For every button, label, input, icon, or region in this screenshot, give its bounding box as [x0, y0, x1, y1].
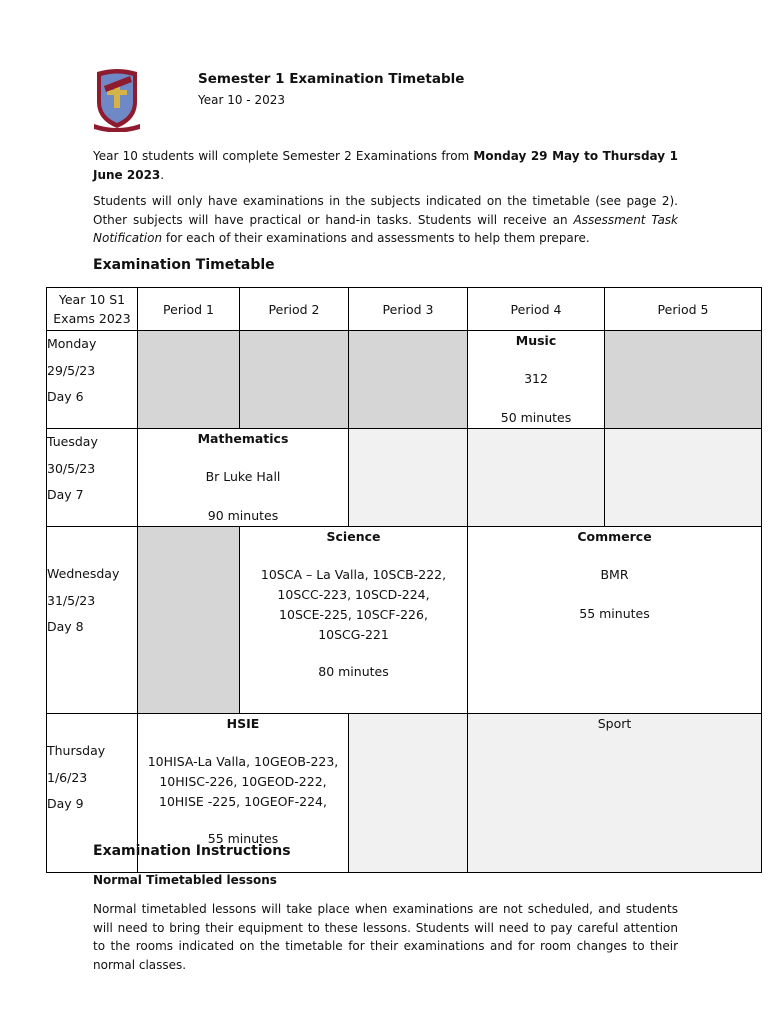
- school-crest-icon: [92, 66, 142, 132]
- period-header: Period 3: [349, 288, 468, 331]
- unscheduled-cell: [349, 331, 468, 429]
- timetable-header-row: [47, 288, 762, 331]
- day-cycle: Day 9: [47, 796, 84, 811]
- exam-subject: Science: [326, 529, 381, 544]
- exam-cell-mathematics: [138, 429, 349, 527]
- exam-duration: 80 minutes: [318, 664, 389, 679]
- day-name: Thursday: [47, 743, 106, 758]
- spacer: [468, 350, 604, 369]
- exam-room: 10SCC-223, 10SCD-224,: [277, 587, 430, 602]
- day-cycle: Day 7: [47, 487, 84, 502]
- exam-duration: 55 minutes: [579, 606, 650, 621]
- day-date: 29/5/23: [47, 362, 96, 378]
- timetable-corner-cell: [47, 288, 138, 331]
- day-cell: [47, 429, 138, 527]
- exam-duration: 90 minutes: [207, 508, 279, 523]
- day-cycle: Day 8: [47, 619, 84, 634]
- intro-date-range: Monday 29 May to Thursday 1 June 2023: [93, 149, 678, 182]
- day-name: Wednesday: [47, 566, 120, 581]
- exam-room: 10SCA – La Valla, 10SCB-222,: [260, 567, 447, 582]
- spacer: [138, 448, 348, 467]
- intro-paragraph-2: [93, 192, 678, 248]
- document-title: Semester 1 Examination Timetable: [198, 71, 465, 87]
- day-cycle: Day 6: [47, 389, 84, 404]
- unscheduled-cell: [240, 331, 349, 429]
- unscheduled-cell: [605, 331, 762, 429]
- day-date: 30/5/23: [47, 460, 96, 476]
- day-name: Tuesday: [47, 434, 98, 449]
- document-subtitle: Year 10 - 2023: [198, 93, 285, 107]
- free-cell: [468, 429, 605, 527]
- exam-subject: Mathematics: [197, 431, 289, 446]
- free-cell: [349, 429, 468, 527]
- exam-room: 10HISE -225, 10GEOF-224,: [159, 794, 327, 809]
- table-row: [47, 527, 762, 714]
- unscheduled-cell: [138, 527, 240, 714]
- exam-subject: Sport: [597, 716, 632, 731]
- period-header: Period 2: [240, 288, 349, 331]
- exam-room: 10HISA-La Valla, 10GEOB-223,: [147, 754, 339, 769]
- table-row: [47, 429, 762, 527]
- timetable-heading: Examination Timetable: [93, 257, 275, 273]
- exam-room: 10SCG-221: [318, 627, 389, 642]
- exam-cell-science: [240, 527, 468, 714]
- instructions-subheading: Normal Timetabled lessons: [93, 873, 277, 887]
- exam-duration: 55 minutes: [207, 831, 279, 846]
- assessment-notification-term: Assessment Task Notification: [93, 212, 678, 245]
- exam-subject: Music: [515, 333, 557, 348]
- spacer: [468, 389, 604, 408]
- exam-subject: Commerce: [577, 529, 652, 544]
- period-header: Period 4: [468, 288, 605, 331]
- day-name: Monday: [47, 336, 97, 351]
- instructions-paragraph: Normal timetabled lessons will take place when examinations are not scheduled, and students will need to bring their equipment to these lessons. Students will need to pay careful attention to the rooms indicated on the timetable for their examinations and for room changes to their normal classes.: [93, 902, 678, 972]
- spacer: [138, 812, 348, 829]
- exam-room: 10SCE-225, 10SCF-226,: [279, 607, 428, 622]
- exam-cell-commerce: [468, 527, 762, 714]
- day-cell: [47, 527, 138, 714]
- intro-text: Students will only have examinations in the subjects indicated on the timetable (see page 2). Other subjects will have practical or hand-in tasks. Students will receive an: [93, 194, 678, 227]
- unscheduled-cell: [138, 331, 240, 429]
- instructions-heading: Examination Instructions: [93, 843, 291, 859]
- free-cell: [349, 714, 468, 873]
- spacer: [240, 645, 467, 662]
- exam-room: 10HISC-226, 10GEOD-222,: [159, 774, 327, 789]
- exam-room: BMR: [600, 567, 629, 582]
- intro-paragraph-1: [93, 147, 678, 184]
- day-date: 1/6/23: [47, 769, 88, 785]
- spacer: [468, 585, 761, 604]
- exam-subject: HSIE: [226, 716, 260, 731]
- day-cell: [47, 331, 138, 429]
- exam-duration: 50 minutes: [500, 410, 572, 425]
- exam-cell-sport: [468, 714, 762, 873]
- corner-line-2: Exams 2023: [53, 311, 131, 326]
- spacer: [240, 546, 467, 565]
- intro-text: Year 10 students will complete Semester 2 Examinations from: [93, 149, 474, 163]
- table-row: [47, 331, 762, 429]
- spacer: [138, 487, 348, 506]
- exam-room: Br Luke Hall: [205, 469, 281, 484]
- exam-room: 312: [524, 371, 548, 386]
- period-header: Period 1: [138, 288, 240, 331]
- intro-text-end: for each of their examinations and assessments to help them prepare.: [162, 231, 590, 245]
- period-header: Period 5: [605, 288, 762, 331]
- exam-timetable: [46, 287, 762, 873]
- spacer: [468, 546, 761, 565]
- day-date: 31/5/23: [47, 592, 96, 608]
- free-cell: [605, 429, 762, 527]
- spacer: [138, 733, 348, 752]
- intro-text-end: .: [160, 167, 165, 182]
- exam-cell-music: [468, 331, 605, 429]
- corner-line-1: Year 10 S1: [58, 292, 126, 307]
